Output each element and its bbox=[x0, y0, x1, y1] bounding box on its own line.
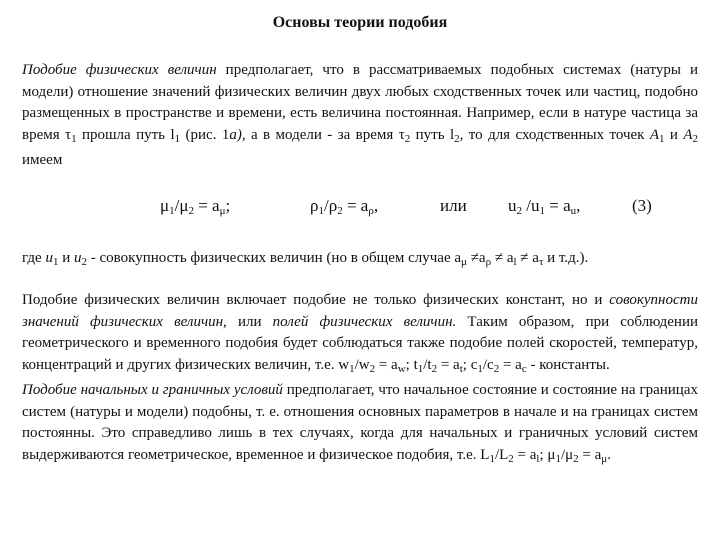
page-title: Основы теории подобия bbox=[272, 14, 448, 31]
paragraph-fields-similarity: Подобие физических величин включает подобие не только физических констант, но и совокупности значений физических величин, или полей физических величин. Таким образом, при соблюдении геометрического и временного подобия будет соблюдаться также подобие полей скоростей, температур, концентраций и других физических величин, т.е. $w_1/w_2 = a_w$; $t_1/t_2 = a_t$; $c_1/c_2 = a_c$ - константы. Подобие начальных и граничных условий предполагает, что начальное состояние и состояние на границах систем (натуры и модели) подобны, т. е. отношения основных параметров в начале и на границах систем постоянны. Это справедливо лишь в тех случаях, когда для начальных и граничных условий систем выдерживаются геометрическое, временное и физическое подобия, т.е. $L_1/L_2 = a_l$; $\mu_1/\mu_2 = a_\mu$. bbox=[22, 290, 698, 470]
italic-term: полей физических величин. bbox=[272, 313, 457, 330]
equation-or-word: или bbox=[440, 196, 467, 215]
paragraph-where: где $u_1$ и $u_2$ - совокупность физических величин (но в общем случае $a_\mu \ne a_\rho \ne a_l \ne a_\tau$ и т.д.). bbox=[22, 250, 589, 268]
equation-rho-ratio: $\rho_1/\rho_2 = a_\rho$, bbox=[310, 196, 379, 217]
equation-mu-ratio: $\mu_1/\mu_2 = a_\mu$; bbox=[160, 196, 231, 217]
italic-term: совокупности значений физических величин, bbox=[22, 292, 698, 330]
equation-u-ratio: $u_2$ $/u_1 = a_u$, bbox=[508, 196, 581, 217]
italic-term: Подобие начальных и граничных условий bbox=[22, 382, 283, 398]
equation-number: (3) bbox=[632, 196, 652, 215]
italic-term: Подобие физических величин bbox=[22, 62, 217, 78]
paragraph-similarity-of-quantities: Подобие физических величин предполагает, что в рассматриваемых подобных системах (натуры и модели) отношение значений физических величин двух любых сходственных точек или частиц, подобно размещенных в пространстве и времени, есть величина постоянная. Например, если в натуре частица за время $\tau_1$ прошла путь $l_1$ (рис. 1а), а в модели - за время $\tau_2$ путь $l_2$, то для сходственных точек $A_1$ и $A_2$ имеем bbox=[22, 62, 699, 168]
equation-3 bbox=[0, 196, 720, 222]
paragraph-boundary-conditions: Подобие начальных и граничных условий предполагает, что начальное состояние и состояние на границах систем (натуры и модели) подобны, т. е. отношения основных параметров в начале и на границах систем постоянны. Это справедливо лишь в тех случаях, когда для начальных и граничных условий систем выдерживаются геометрическое, временное и физическое подобия, т.е. $L_1/L_2 = a_l$; $\mu_1/\mu_2 = a_\mu$. bbox=[22, 382, 698, 465]
